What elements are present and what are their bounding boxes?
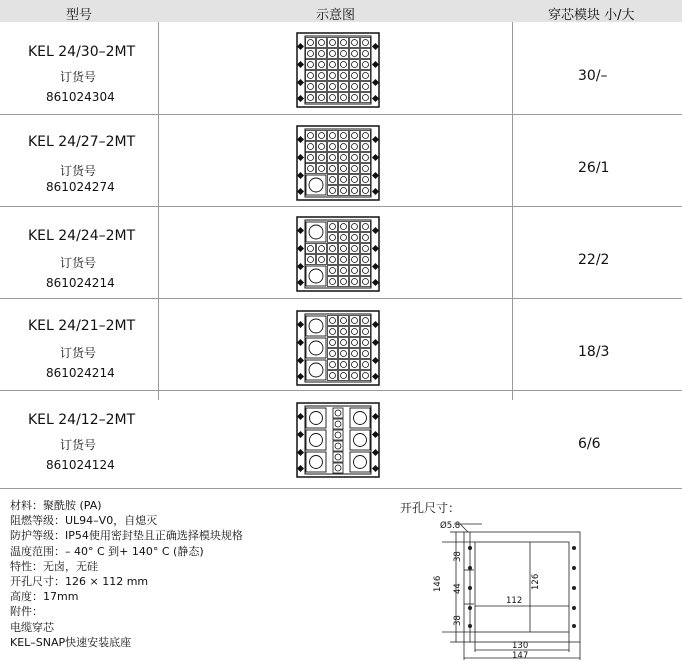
small-module xyxy=(306,131,316,141)
small-module xyxy=(328,266,338,276)
small-module xyxy=(350,244,360,254)
spec-cutout: 开孔尺寸：126 × 112 mm xyxy=(10,575,149,589)
small-module xyxy=(361,60,371,70)
small-module xyxy=(361,349,371,359)
small-module xyxy=(361,164,371,174)
small-module xyxy=(317,93,327,103)
small-module xyxy=(361,82,371,92)
small-module xyxy=(350,175,360,185)
small-module xyxy=(328,371,338,381)
small-module xyxy=(339,93,349,103)
dim-38-top: 38 xyxy=(453,551,463,562)
small-module xyxy=(361,222,371,232)
small-module xyxy=(306,82,316,92)
dim-126: 126 xyxy=(531,573,541,590)
small-module xyxy=(350,82,360,92)
module-diagram xyxy=(296,310,380,386)
small-module xyxy=(339,38,349,48)
small-module xyxy=(339,153,349,163)
order-number: 861024214 xyxy=(46,366,115,380)
dim-130: 130 xyxy=(512,641,529,651)
small-module xyxy=(328,222,338,232)
small-module xyxy=(317,49,327,59)
small-module xyxy=(328,255,338,265)
small-module xyxy=(361,71,371,81)
small-module xyxy=(361,266,371,276)
small-module xyxy=(361,244,371,254)
small-module xyxy=(339,82,349,92)
small-module xyxy=(350,277,360,287)
small-module xyxy=(350,360,360,370)
small-module xyxy=(306,49,316,59)
small-module xyxy=(350,266,360,276)
order-label: 订货号 xyxy=(60,346,97,360)
small-module xyxy=(361,38,371,48)
small-module xyxy=(328,186,338,196)
small-module xyxy=(328,131,338,141)
header-model: 型号 xyxy=(66,8,93,23)
dim-44: 44 xyxy=(453,583,463,594)
small-module xyxy=(350,316,360,326)
mounting-holes xyxy=(468,546,576,628)
large-module xyxy=(306,452,326,472)
small-module xyxy=(350,71,360,81)
small-module xyxy=(306,71,316,81)
small-module xyxy=(317,142,327,152)
small-module xyxy=(350,255,360,265)
spec-material: 材料：聚酰胺 (PA) xyxy=(10,499,102,512)
small-module xyxy=(361,255,371,265)
small-module xyxy=(361,338,371,348)
small-module xyxy=(350,131,360,141)
spec-flammability: 阻燃等级：UL94–V0，自熄灭 xyxy=(10,514,158,528)
small-module xyxy=(306,38,316,48)
module-ratio: 18/3 xyxy=(578,344,610,360)
order-number: 861024214 xyxy=(46,276,115,290)
order-label: 订货号 xyxy=(60,438,97,452)
dim-112: 112 xyxy=(506,596,523,606)
small-module xyxy=(339,327,349,337)
small-module xyxy=(339,60,349,70)
small-module xyxy=(306,153,316,163)
cutout-drawing xyxy=(420,518,590,662)
small-module xyxy=(328,175,338,185)
table-bottom-rule xyxy=(0,488,682,489)
large-module xyxy=(306,430,326,450)
small-module xyxy=(333,452,343,462)
small-module xyxy=(350,93,360,103)
small-module xyxy=(339,175,349,185)
small-module xyxy=(350,338,360,348)
small-module xyxy=(328,360,338,370)
spec-properties: 特性：无卤，无硅 xyxy=(10,559,98,573)
small-module xyxy=(317,255,327,265)
order-number: 861024274 xyxy=(46,180,115,194)
module-ratio: 22/2 xyxy=(578,252,610,268)
small-module xyxy=(328,142,338,152)
dim-147: 147 xyxy=(512,651,529,661)
small-module xyxy=(328,316,338,326)
spec-protection: 防护等级：IP54使用密封垫且正确选择模块规格 xyxy=(10,529,243,543)
small-module xyxy=(361,186,371,196)
order-number: 861024304 xyxy=(46,90,115,104)
small-module xyxy=(317,38,327,48)
table-row xyxy=(0,22,682,115)
large-module xyxy=(350,430,370,450)
order-number: 861024124 xyxy=(46,458,115,472)
small-module xyxy=(361,277,371,287)
small-module xyxy=(339,371,349,381)
small-module xyxy=(317,244,327,254)
large-module xyxy=(306,266,326,286)
table-row xyxy=(0,298,682,391)
module-diagram xyxy=(296,32,380,108)
order-label: 订货号 xyxy=(60,70,97,84)
small-module xyxy=(328,38,338,48)
small-module xyxy=(350,60,360,70)
small-module xyxy=(339,360,349,370)
order-label: 订货号 xyxy=(60,256,97,270)
small-module xyxy=(339,164,349,174)
small-module xyxy=(328,244,338,254)
small-module xyxy=(339,186,349,196)
module-ratio: 6/6 xyxy=(578,436,601,452)
table-header xyxy=(0,0,682,22)
small-module xyxy=(317,153,327,163)
small-module xyxy=(317,82,327,92)
cutout-title: 开孔尺寸： xyxy=(400,501,461,515)
dim-38-bottom: 38 xyxy=(453,615,463,626)
header-ratio: 穿芯模块 小/大 xyxy=(548,8,635,23)
small-module xyxy=(361,142,371,152)
module-ratio: 30/– xyxy=(578,68,608,84)
small-module xyxy=(328,60,338,70)
small-module xyxy=(317,131,327,141)
specifications xyxy=(10,498,243,650)
small-module xyxy=(350,49,360,59)
small-module xyxy=(339,49,349,59)
large-module xyxy=(306,222,326,242)
large-module xyxy=(350,452,370,472)
small-module xyxy=(333,441,343,451)
small-module xyxy=(328,93,338,103)
small-module xyxy=(361,131,371,141)
small-module xyxy=(339,266,349,276)
small-module xyxy=(317,60,327,70)
small-module xyxy=(333,430,343,440)
small-module xyxy=(361,49,371,59)
spec-temperature: 温度范围：– 40° C 到+ 140° C (静态) xyxy=(10,544,204,558)
model-name: KEL 24/27–2MT xyxy=(28,134,136,150)
small-module xyxy=(339,131,349,141)
small-module xyxy=(361,93,371,103)
module-ratio: 26/1 xyxy=(578,160,610,176)
small-module xyxy=(350,327,360,337)
small-module xyxy=(339,222,349,232)
small-module xyxy=(306,164,316,174)
small-module xyxy=(328,153,338,163)
module-diagram xyxy=(296,216,380,292)
small-module xyxy=(339,316,349,326)
small-module xyxy=(317,164,327,174)
small-module xyxy=(306,244,316,254)
small-module xyxy=(328,338,338,348)
small-module xyxy=(339,349,349,359)
large-module xyxy=(306,360,326,380)
small-module xyxy=(317,71,327,81)
large-module xyxy=(306,316,326,336)
spec-accessory-1: 电缆穿芯 xyxy=(10,620,54,634)
module-diagram xyxy=(296,402,380,478)
small-module xyxy=(328,49,338,59)
large-module xyxy=(306,175,326,195)
dim-hole-label: Ø5.8 xyxy=(440,521,461,531)
table-row xyxy=(0,114,682,207)
small-module xyxy=(350,38,360,48)
small-module xyxy=(350,142,360,152)
model-name: KEL 24/21–2MT xyxy=(28,318,136,334)
dim-146: 146 xyxy=(433,575,443,592)
table-row xyxy=(0,206,682,299)
small-module xyxy=(339,71,349,81)
small-module xyxy=(361,316,371,326)
small-module xyxy=(328,327,338,337)
small-module xyxy=(306,255,316,265)
small-module xyxy=(333,408,343,418)
model-name: KEL 24/24–2MT xyxy=(28,228,136,244)
spec-accessories: 附件： xyxy=(10,605,43,619)
small-module xyxy=(350,349,360,359)
small-module xyxy=(328,82,338,92)
order-label: 订货号 xyxy=(60,164,97,178)
small-module xyxy=(328,233,338,243)
small-module xyxy=(306,93,316,103)
cutout-opening xyxy=(475,542,569,632)
small-module xyxy=(350,233,360,243)
table-row xyxy=(0,390,682,488)
small-module xyxy=(328,164,338,174)
small-module xyxy=(328,349,338,359)
spec-accessory-2: KEL–SNAP快速安装底座 xyxy=(10,635,132,649)
large-module xyxy=(306,408,326,428)
small-module xyxy=(328,71,338,81)
header-diagram: 示意图 xyxy=(316,8,356,23)
small-module xyxy=(350,153,360,163)
small-module xyxy=(361,175,371,185)
spec-height: 高度：17mm xyxy=(10,590,79,604)
small-module xyxy=(361,371,371,381)
small-module xyxy=(333,463,343,473)
large-module xyxy=(350,408,370,428)
small-module xyxy=(306,142,316,152)
small-module xyxy=(333,419,343,429)
small-module xyxy=(339,142,349,152)
small-module xyxy=(339,277,349,287)
small-module xyxy=(350,222,360,232)
small-module xyxy=(361,327,371,337)
small-module xyxy=(339,338,349,348)
large-module xyxy=(306,338,326,358)
frame-outline xyxy=(464,532,580,642)
small-module xyxy=(361,153,371,163)
small-module xyxy=(328,277,338,287)
small-module xyxy=(339,233,349,243)
model-name: KEL 24/30–2MT xyxy=(28,44,136,60)
model-name: KEL 24/12–2MT xyxy=(28,412,136,428)
small-module xyxy=(350,186,360,196)
small-module xyxy=(361,360,371,370)
small-module xyxy=(350,164,360,174)
small-module xyxy=(350,371,360,381)
small-module xyxy=(306,60,316,70)
module-diagram xyxy=(296,125,380,201)
small-module xyxy=(339,255,349,265)
small-module xyxy=(339,244,349,254)
small-module xyxy=(361,233,371,243)
